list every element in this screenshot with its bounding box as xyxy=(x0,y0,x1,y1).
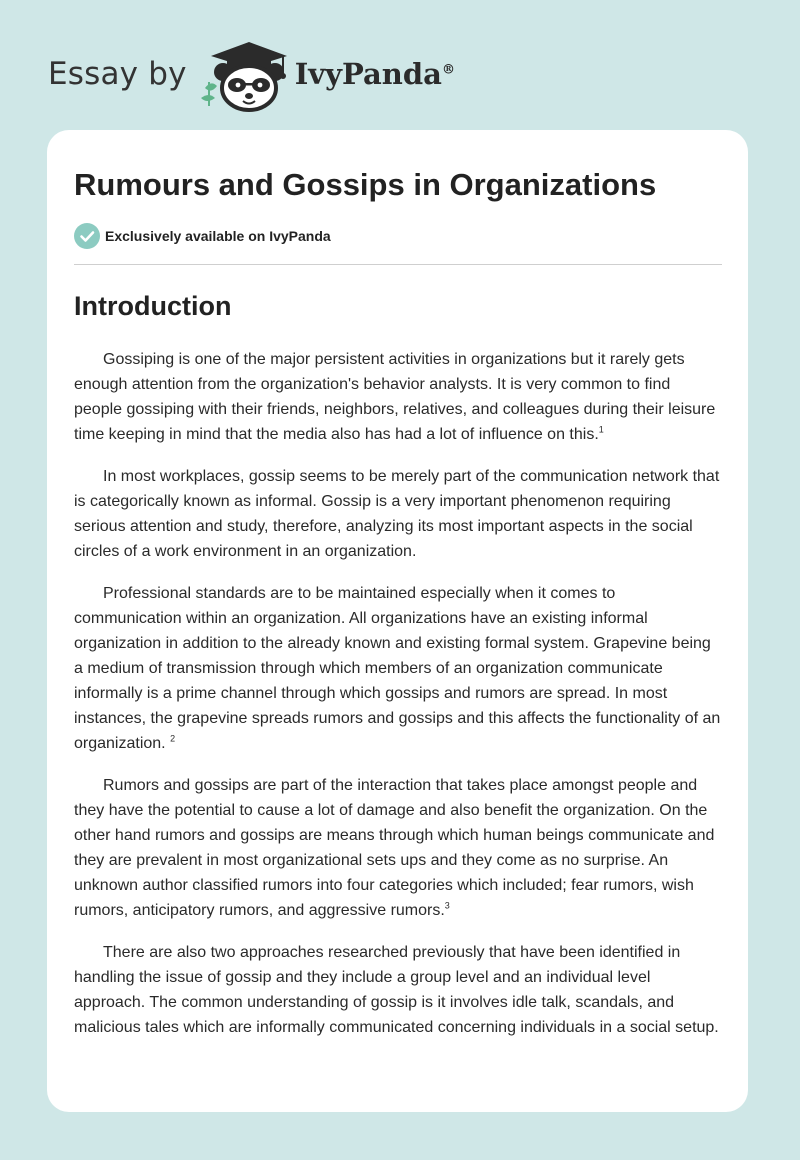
brand-prefix: Essay by xyxy=(48,56,187,92)
brand-header xyxy=(48,36,455,112)
paragraph-3: Professional standards are to be maintained especially when it comes to communication within an organization. All organizations have an existing informal organization in addition to the already known and existing formal system. Grapevine being a medium of transmission through which members of an organization communicate informally is a prime channel through which gossips and rumors are spread. In most instances, the grapevine spreads rumors and gossips and this affects the functionality of an organization. $^2$ xyxy=(74,585,721,752)
paragraph-1: Gossiping is one of the major persistent activities in organizations but it rarely gets enough attention from the organization's behavior analysts. It is very common to find people gossiping with their friends, neighbors, relatives, and colleagues during their leisure time keeping in mind that the media also has had a lot of influence on this.$^1$ xyxy=(74,351,716,443)
footnote-ref-2[interactable]: 2 xyxy=(170,733,176,744)
paragraph-5: There are also two approaches researched previously that have been identified in handling the issue of gossip and they include a group level and an individual level approach. The common understanding of gossip is it involves idle talk, scandals, and malicious tales which are informally communicated concerning individuals in a social setup. xyxy=(74,944,719,1036)
brand-name: IvyPanda® xyxy=(294,57,455,91)
paragraph-2: In most workplaces, gossip seems to be merely part of the communication network that is categorically known as informal. Gossip is a very important phenomenon requiring serious attention and study, therefore, analyzing its most important aspects in the social circles of a work environment in an organization. xyxy=(74,468,720,560)
footnote-ref-1[interactable]: 1 xyxy=(598,424,604,435)
paragraph-4: Rumors and gossips are part of the interaction that takes place amongst people and they have the potential to cause a lot of damage and also benefit the organization. On the other hand rumors and gossips are means through which human beings communicate and they are prevalent in most organizational sets ups and they come as no surprise. An unknown author classified rumors into four categories which included; fear rumors, wish rumors, anticipatory rumors, and aggressive rumors.$^3$ xyxy=(74,777,715,919)
footnote-ref-3[interactable]: 3 xyxy=(444,900,450,911)
exclusive-badge xyxy=(74,223,722,249)
title-divider xyxy=(74,264,722,265)
panda-graduate-icon[interactable] xyxy=(197,36,293,112)
section-heading-introduction: Introduction xyxy=(74,291,232,321)
exclusive-badge-text: Exclusively available on IvyPanda xyxy=(105,228,331,244)
essay-body xyxy=(74,347,722,1040)
essay-title: Rumours and Gossips in Organizations xyxy=(74,167,657,202)
check-circle-icon xyxy=(74,223,100,249)
essay-card xyxy=(47,130,748,1112)
